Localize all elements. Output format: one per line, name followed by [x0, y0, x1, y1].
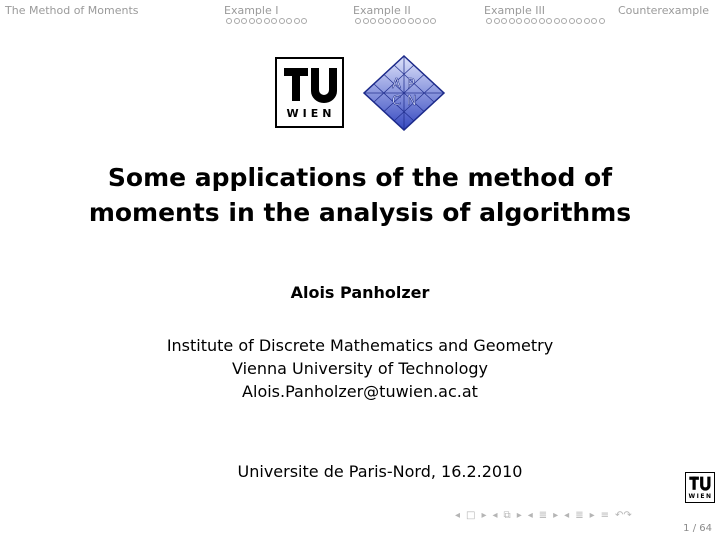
acpn-letter-a: A: [392, 77, 401, 92]
nav-frame-dot[interactable]: [301, 18, 307, 24]
top-navigation: [0, 0, 720, 32]
nav-frame-dot[interactable]: [363, 18, 369, 24]
tu-small-letters-icon: [686, 473, 713, 493]
page-number: 1 / 64: [683, 523, 712, 534]
search-back-forward-icon[interactable]: ↶↷: [615, 509, 632, 521]
nav-frame-dot[interactable]: [264, 18, 270, 24]
nav-section-counterexample[interactable]: Counterexample: [618, 4, 710, 17]
nav-frame-dot[interactable]: [584, 18, 590, 24]
nav-frame-dot[interactable]: [294, 18, 300, 24]
nav-dots-example-1: [226, 18, 307, 24]
nav-frame-dot[interactable]: [271, 18, 277, 24]
tu-letters-icon: [277, 59, 342, 109]
nav-frame-dot[interactable]: [286, 18, 292, 24]
nav-frame-dot[interactable]: [546, 18, 552, 24]
prev-subsection-icon[interactable]: ◂: [492, 509, 498, 521]
prev-section-icon[interactable]: ◂: [527, 509, 533, 521]
nav-frame-dot[interactable]: [415, 18, 421, 24]
next-section-icon[interactable]: ▸: [553, 509, 559, 521]
tu-wien-small-logo: [685, 472, 715, 503]
next-doc-icon[interactable]: ▸: [589, 509, 595, 521]
acpn-letter-c: C: [392, 94, 402, 109]
subsection-icon[interactable]: ⧉: [503, 509, 511, 521]
nav-section-method-of-moments[interactable]: The Method of Moments: [5, 4, 139, 17]
tu-small-wien-text: WIEN: [688, 493, 713, 500]
nav-frame-dot[interactable]: [591, 18, 597, 24]
doc-icon[interactable]: ≣: [575, 509, 584, 521]
nav-frame-dot[interactable]: [516, 18, 522, 24]
affiliation: [0, 334, 720, 403]
nav-frame-dot[interactable]: [501, 18, 507, 24]
nav-frame-dot[interactable]: [241, 18, 247, 24]
section-icon[interactable]: ≣: [538, 509, 548, 521]
prev-doc-icon[interactable]: ◂: [564, 509, 570, 521]
nav-frame-dot[interactable]: [226, 18, 232, 24]
slide-title: [0, 160, 720, 230]
nav-frame-dot[interactable]: [279, 18, 285, 24]
author-email: Alois.Panholzer@tuwien.ac.at: [242, 382, 478, 401]
nav-section-example-3[interactable]: Example III: [484, 4, 545, 17]
prev-slide-icon[interactable]: ◂: [455, 509, 461, 521]
beamer-navigation-symbols: [455, 508, 632, 522]
acpn-letter-p: P: [407, 77, 415, 92]
nav-frame-dot[interactable]: [561, 18, 567, 24]
nav-frame-dot[interactable]: [385, 18, 391, 24]
nav-frame-dot[interactable]: [509, 18, 515, 24]
nav-frame-dot[interactable]: [378, 18, 384, 24]
acpn-logo: [362, 55, 446, 131]
nav-section-example-1[interactable]: Example I: [224, 4, 279, 17]
nav-frame-dot[interactable]: [408, 18, 414, 24]
nav-frame-dot[interactable]: [370, 18, 376, 24]
nav-frame-dot[interactable]: [539, 18, 545, 24]
nav-frame-dot[interactable]: [599, 18, 605, 24]
nav-frame-dot[interactable]: [576, 18, 582, 24]
nav-frame-dot[interactable]: [234, 18, 240, 24]
nav-frame-dot[interactable]: [355, 18, 361, 24]
institute-name: Institute of Discrete Mathematics and Geometry: [166, 336, 554, 355]
nav-frame-dot[interactable]: [554, 18, 560, 24]
title-line-1: Some applications of the method of: [107, 163, 613, 192]
author-name: Alois Panholzer: [290, 283, 430, 302]
nav-frame-dot[interactable]: [249, 18, 255, 24]
venue-date: Universite de Paris-Nord, 16.2.2010: [237, 462, 523, 481]
nav-frame-dot[interactable]: [494, 18, 500, 24]
tu-wien-text: WIEN: [286, 107, 336, 120]
nav-frame-dot[interactable]: [256, 18, 262, 24]
title-line-2: moments in the analysis of algorithms: [88, 198, 632, 227]
nav-frame-dot[interactable]: [524, 18, 530, 24]
next-subsection-icon[interactable]: ▸: [516, 509, 522, 521]
nav-frame-dot[interactable]: [393, 18, 399, 24]
acpn-letter-n: N: [407, 94, 417, 109]
tu-wien-logo: [275, 57, 344, 128]
nav-frame-dot[interactable]: [423, 18, 429, 24]
nav-dots-example-2: [355, 18, 436, 24]
nav-dots-example-3: [486, 18, 605, 24]
nav-frame-dot[interactable]: [486, 18, 492, 24]
nav-frame-dot[interactable]: [569, 18, 575, 24]
university-name: Vienna University of Technology: [232, 359, 488, 378]
nav-frame-dot[interactable]: [531, 18, 537, 24]
nav-section-example-2[interactable]: Example II: [353, 4, 411, 17]
next-slide-icon[interactable]: ▸: [481, 509, 487, 521]
nav-frame-dot[interactable]: [430, 18, 436, 24]
appendix-icon[interactable]: ≡: [600, 509, 610, 521]
nav-frame-dot[interactable]: [400, 18, 406, 24]
frame-icon[interactable]: □: [466, 509, 476, 521]
